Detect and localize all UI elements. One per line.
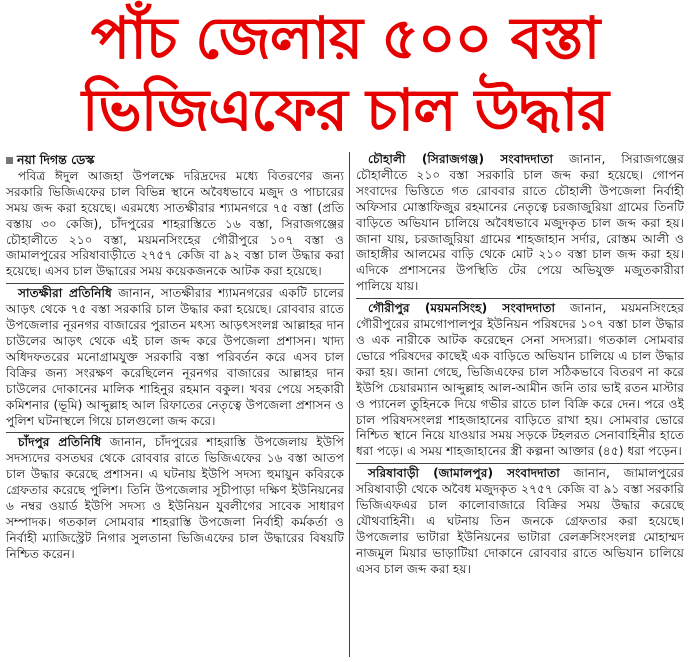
chandpur-lead: চাঁদপুর প্রতিনিধি <box>18 435 102 450</box>
gouripur-body: জানান, ময়মনসিংহের গৌরীপুরের রামগোপালপুর ইউনিয়ন পরিষদের ১০৭ বস্তা চাল উদ্ধার ও এক নারীকে আটক করেছেন সেনা সদস্যরা। গতকাল সোমবার ভোরে পরিষদের কাছেই এক বাড়িতে অভিযান চালিয়ে এ চাল উদ্ধার করা হয়। জানা গেছে, ভিজিএফের চাল সঠিকভাবে বিতরণ না করে ইউপি চেয়ারম্যান আব্দুল্লাহ আল-আমীন জনি তার ভাই রতন মাস্টার ও প্যানেল তুহিনকে দিয়ে গভীর রাতে চাল বিক্রি করে দেন। পরে ওই চাল পরিষদসংলগ্ন শাহজাহানের বাড়িতে রাখা হয়। সোমবার ভোরে নিশ্চিত স্থানে নিয়ে যাওয়ার সময় সড়কে টহলরত সেনাবাহিনীর হাতে ধরা পড়ে। এ সময় শাহজাহানের স্ত্রী কল্পনা আক্তার (৪৫) ধরা পড়েন। <box>356 301 684 459</box>
section-divider <box>356 298 684 299</box>
chauhali-paragraph <box>356 152 684 295</box>
chandpur-body: জানান, চাঁদপুরের শাহরাস্তি উপজেলায় ইউপি সদস্যদের বসতঘর থেকে রোববার রাতে ভিজিএফের ১৬ বস্তা আতপ চাল উদ্ধার করেছে প্রশাসন। এ ঘটনায় ইউপি সদস্য হুমায়ুন কবিরকে গ্রেফতার করেছে পুলিশ। তিনি উপজেলার সূচীপাড়া দক্ষিণ ইউনিয়নের ৬ নম্বর ওয়ার্ড ইউপি সদস্য ও ইউনিয়ন যুবলীগের সাবেক সাধারণ সম্পাদক। গতকাল সোমবার শাহরাস্তি উপজেলা নির্বাহী কর্মকর্তা ও নির্বাহী ম্যাজিস্ট্রেট নিগার সুলতানা ভিজিএফের চাল উদ্ধারের বিষয়টি নিশ্চিত করেন। <box>6 435 344 561</box>
chauhali-body: জানান, সিরাজগঞ্জের চৌহালীতে ২১০ বস্তা সরকারি চাল জব্দ করা হয়েছে। গোপন সংবাদের ভিত্তিতে গত রোববার রাতে চৌহালী উপজেলা নির্বাহী অফিসার মোস্তাফিজুর রহমানের নেতৃত্বে চরজাজুরিয়া গ্রামের তিনটি বাড়িতে অভিযান চালিয়ে অবৈধভাবে মজুদকৃত চাল জব্দ করা হয়। জানা যায়, চরজাজুরিয়া গ্রামের শাহজাহান সর্দার, রোস্তম আলী ও জাহাঙ্গীর আলমের বাড়ি থেকে মোট ২১০ বস্তা চাল জব্দ করা হয়। এদিকে প্রশাসনের উপস্থিতি টের পেয়ে অভিযুক্ত মজুতকারীরা পালিয়ে যায়। <box>356 152 684 294</box>
headline-line-2: ভিজিএফের চাল উদ্ধার <box>81 76 609 144</box>
bullet-square-icon <box>6 157 13 164</box>
headline <box>0 2 690 146</box>
section-divider <box>6 283 344 284</box>
right-column <box>356 152 684 578</box>
gouripur-paragraph <box>356 301 684 460</box>
satkhira-body: জানান, সাতক্ষীরার শ্যামনগরের একটি চালের আড়ৎ থেকে ৭৫ বস্তা সরকারি চাল উদ্ধার করা হয়েছে। রোববার রাতে উপজেলার নূরনগর বাজারের পুরাতন মৎস্য আড়ৎসংলগ্ন আল্লাহর দান চাউলের আড়ৎ থেকে এই চাল জব্দ করে উপজেলা প্রশাসন। খাদ্য অধিদফতরের মনোগ্রামযুক্ত সরকারি বস্তা পরিবর্তন করে এসব চাল বিক্রির জন্য সংরক্ষণ করেছিলেন নূরনগর বাজারের আল্লাহর দান চাউলের দোকানের মালিক শাহিনুর রহমান বকুল। খবর পেয়ে সহকারী কমিশনার (ভূমি) আব্দুল্লাহ আল রিফাতের নেতৃত্বে উপজেলা প্রশাসন ও পুলিশ ঘটনাস্থলে গিয়ে চালগুলো জব্দ করে। <box>6 286 344 428</box>
left-column <box>6 152 344 563</box>
sarishabari-body: জানান, জামালপুরের সরিষাবাড়ী থেকে অবৈধ মজুদকৃত ২৭৫৭ কেজি বা ৯১ বস্তা সরকারি ভিজিএফএর চাল কালোবাজারে বিক্রির সময় উদ্ধার করেছে যৌথবাহিনী। এ ঘটনায় তিন জনকে গ্রেফতার করা হয়েছে। উপজেলার ভাটারা ইউনিয়নের ভাটারা রেলক্রসিংসংলগ্ন মোহাম্মদ নাজমুল মিয়ার ভাড়াটিয়া দোকানে রোববার রাতে অভিযান চালিয়ে এসব চাল জব্দ করা হয়। <box>356 466 685 576</box>
satkhira-lead: সাতক্ষীরা প্রতিনিধি <box>18 286 112 301</box>
gouripur-lead: গৌরীপুর (ময়মনসিংহ) সংবাদদাতা <box>368 301 556 316</box>
chandpur-paragraph <box>6 435 344 562</box>
section-divider <box>6 432 344 433</box>
chauhali-lead: চৌহালী (সিরাজগঞ্জ) সংবাদদাতা <box>368 152 554 166</box>
byline <box>6 152 344 168</box>
headline-line-1: পাঁচ জেলায় ৫০০ বস্তা <box>90 4 600 72</box>
byline-text: নয়া দিগন্ত ডেস্ক <box>17 152 95 167</box>
intro-paragraph: পবিত্র ঈদুল আজহা উপলক্ষে দরিদ্রদের মধ্যে বিতরণের জন্য সরকারি ভিজিএফের চাল বিভিন্ন স্থানে অবৈধভাবে মজুদ ও পাচারের সময় জব্দ করা হয়েছে। এরমধ্যে সাতক্ষীরার শ্যামনগরে ৭৫ বস্তা (প্রতি বস্তায় ৩০ কেজি), চাঁদপুরের শাহরাস্তিতে ১৬ বস্তা, সিরাজগঞ্জের চৌহালীতে ২১০ বস্তা, ময়মনসিংহের গৌরীপুরে ১০৭ বস্তা ও জামালপুরের সরিষাবাড়ীতে ২৭৫৭ কেজি বা ৯২ বস্তা চাল উদ্ধার করা হয়েছে। এসব চাল উদ্ধারের সময় কয়েকজনকে আটক করা হয়েছে। <box>6 168 344 279</box>
sarishabari-paragraph <box>356 466 684 577</box>
satkhira-paragraph <box>6 286 344 429</box>
sarishabari-lead: সরিষাবাড়ী (জামালপুর) সংবাদদাতা <box>368 466 560 481</box>
section-divider <box>356 463 684 464</box>
column-divider <box>349 152 350 657</box>
